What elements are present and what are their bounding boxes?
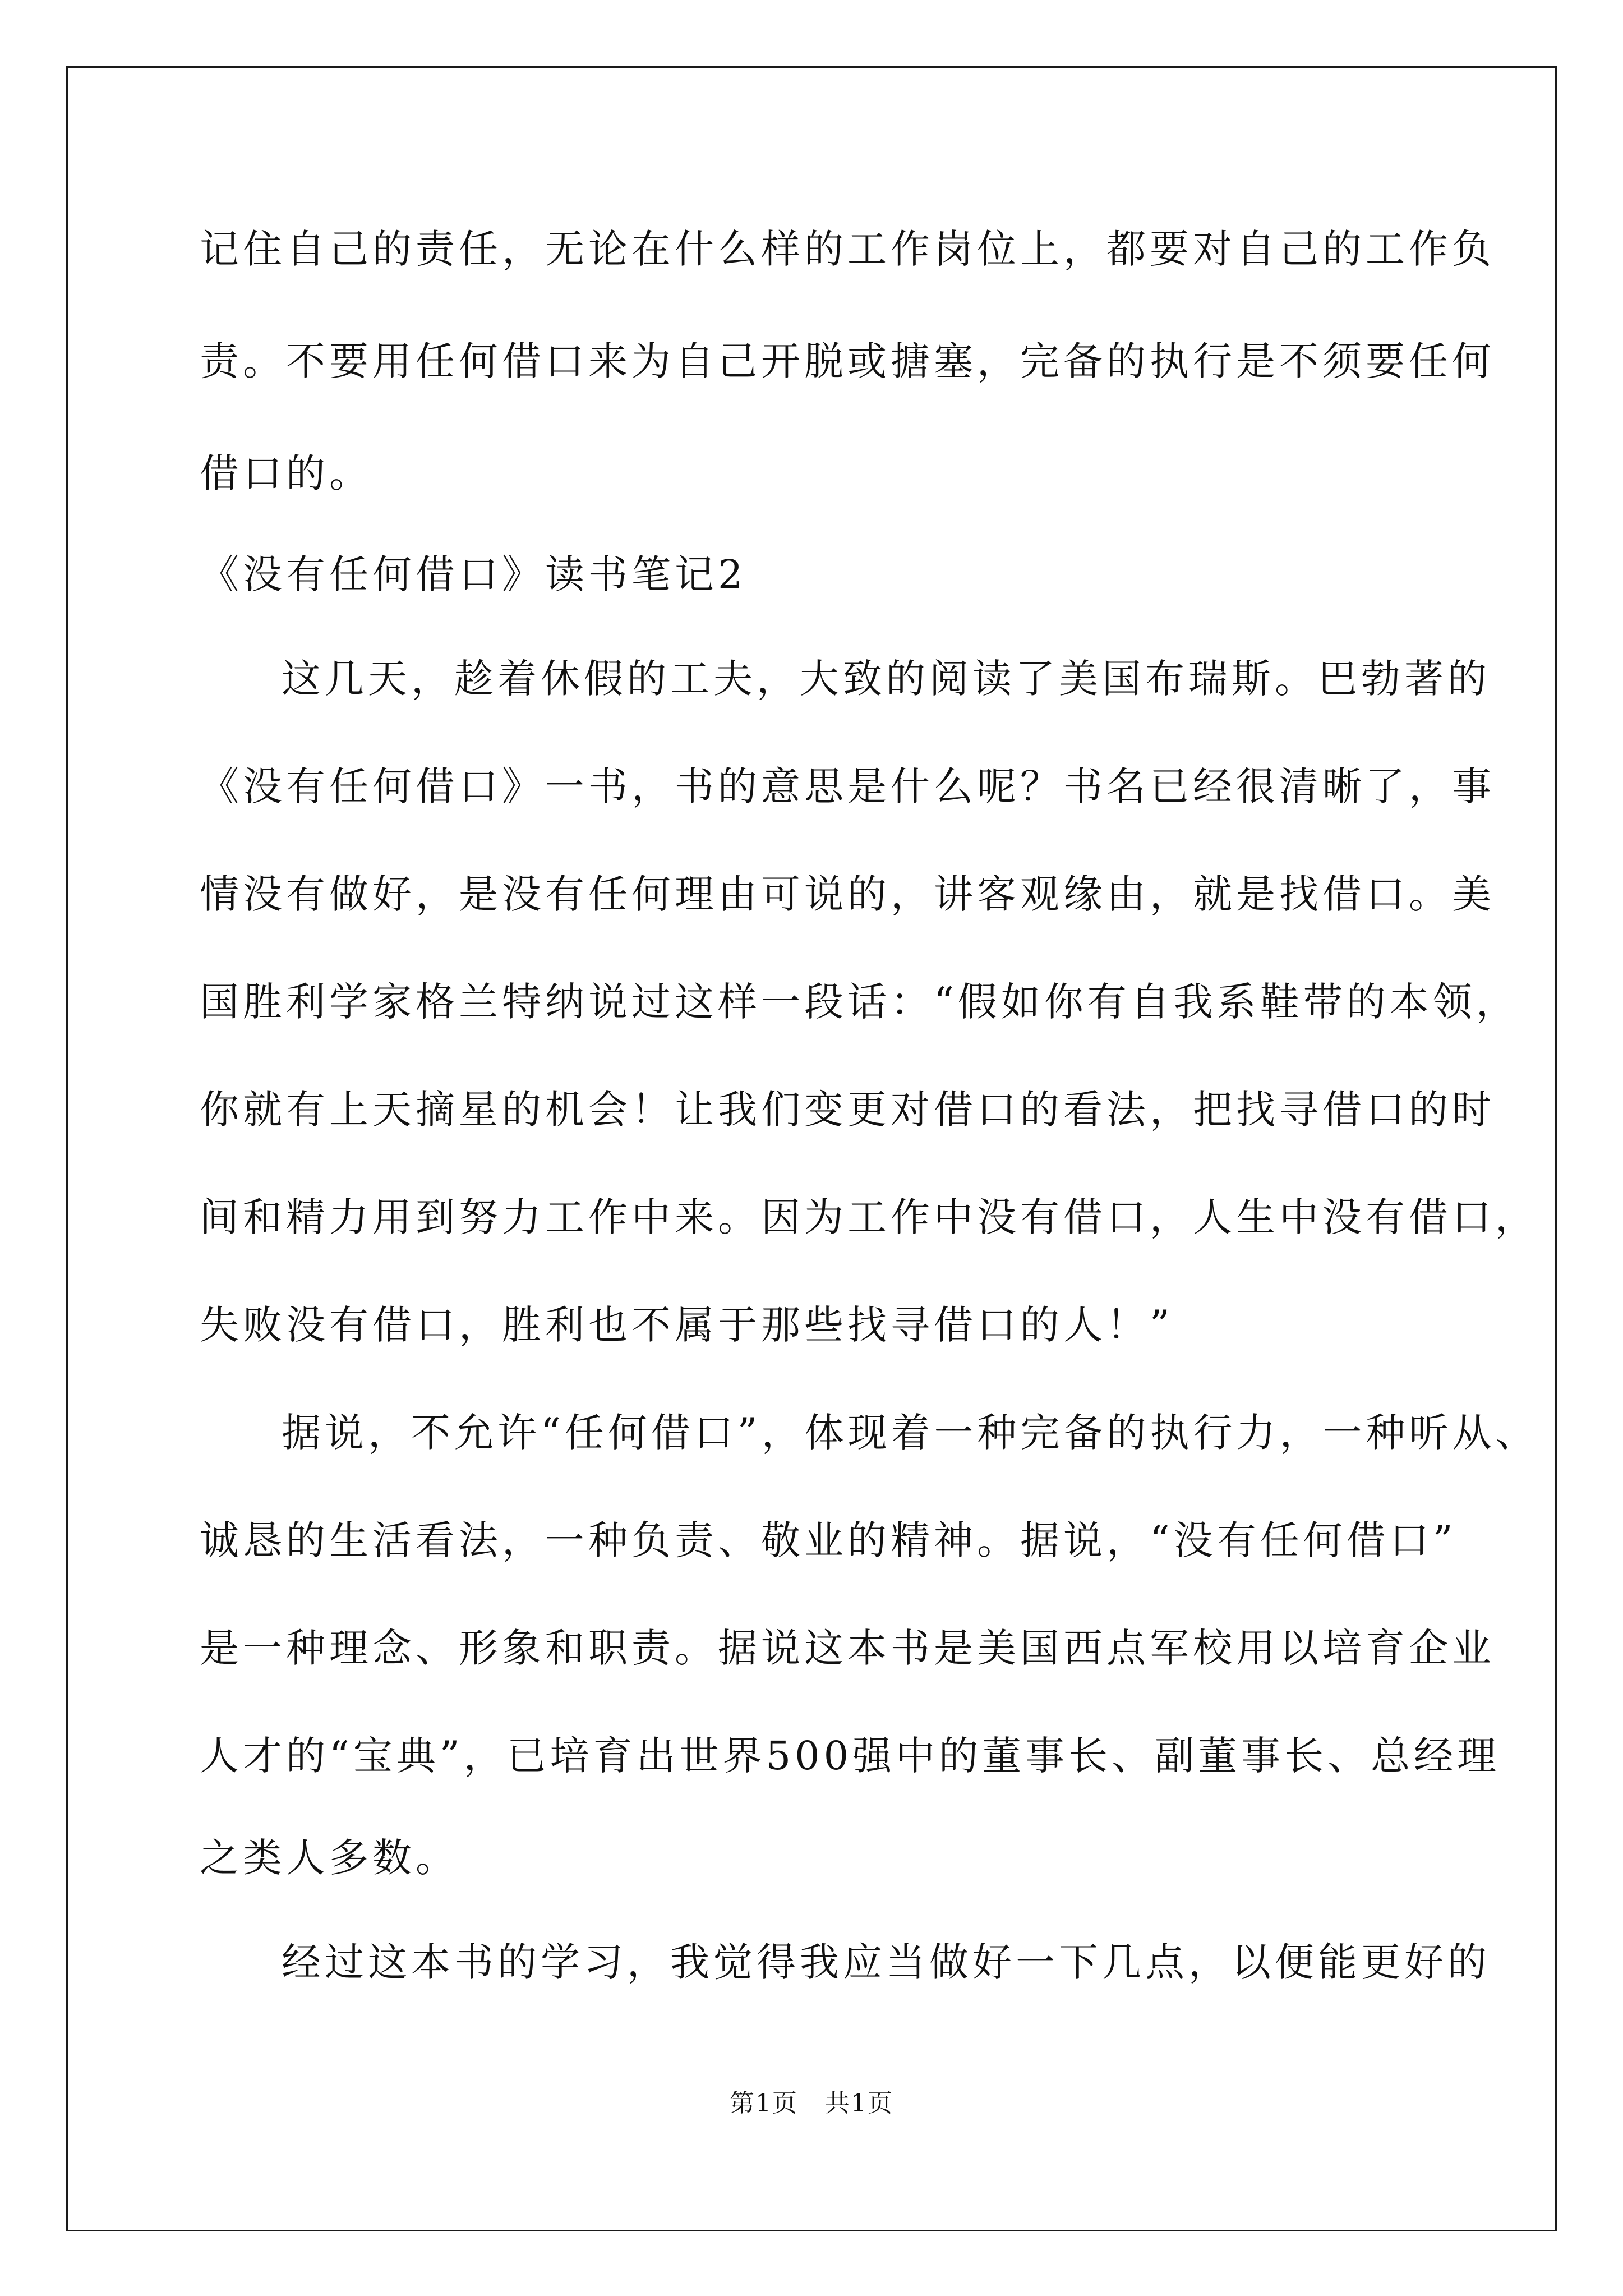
text-line: 记住自己的责任，无论在什么样的工作岗位上，都要对自己的工作负 [200, 226, 1495, 272]
text-line: 责。不要用任何借口来为自己开脱或搪塞，完备的执行是不须要任何 [200, 338, 1495, 384]
text-line: 经过这本书的学习，我觉得我应当做好一下几点，以便能更好的 [282, 1939, 1491, 1985]
page-border [66, 66, 1557, 2231]
text-line: 失败没有借口，胜利也不属于那些找寻借口的人！” [200, 1302, 1174, 1348]
page-footer [0, 2087, 1623, 2120]
text-line: 人才的“宝典”，已培育出世界500强中的董事长、副董事长、总经理 [200, 1733, 1501, 1779]
text-line: 间和精力用到努力工作中来。因为工作中没有借口，人生中没有借口， [200, 1194, 1538, 1240]
section-heading: 《没有任何借口》读书笔记2 [200, 551, 747, 597]
text-line: 《没有任何借口》一书，书的意思是什么呢？书名已经很清晰了，事 [200, 763, 1495, 809]
text-line: 借口的。 [200, 450, 372, 496]
text-line: 你就有上天摘星的机会！让我们变更对借口的看法，把找寻借口的时 [200, 1087, 1495, 1133]
text-line: 是一种理念、形象和职责。据说这本书是美国西点军校用以培育企业 [200, 1625, 1495, 1671]
text-line: 国胜利学家格兰特纳说过这样一段话：“假如你有自我系鞋带的本领， [200, 979, 1519, 1025]
text-line: 据说，不允许“任何借口”，体现着一种完备的执行力，一种听从、 [282, 1410, 1539, 1456]
text-line: 情没有做好，是没有任何理由可说的，讲客观缘由，就是找借口。美 [200, 871, 1495, 917]
page-number: 第1页 [730, 2089, 798, 2118]
text-line: 之类人多数。 [200, 1835, 459, 1881]
text-line: 这几天，趁着休假的工夫，大致的阅读了美国布瑞斯。巴勃著的 [282, 656, 1491, 702]
page-total: 共1页 [825, 2089, 893, 2118]
text-line: 诚恳的生活看法，一种负责、敬业的精神。据说，“没有任何借口” [200, 1517, 1457, 1563]
